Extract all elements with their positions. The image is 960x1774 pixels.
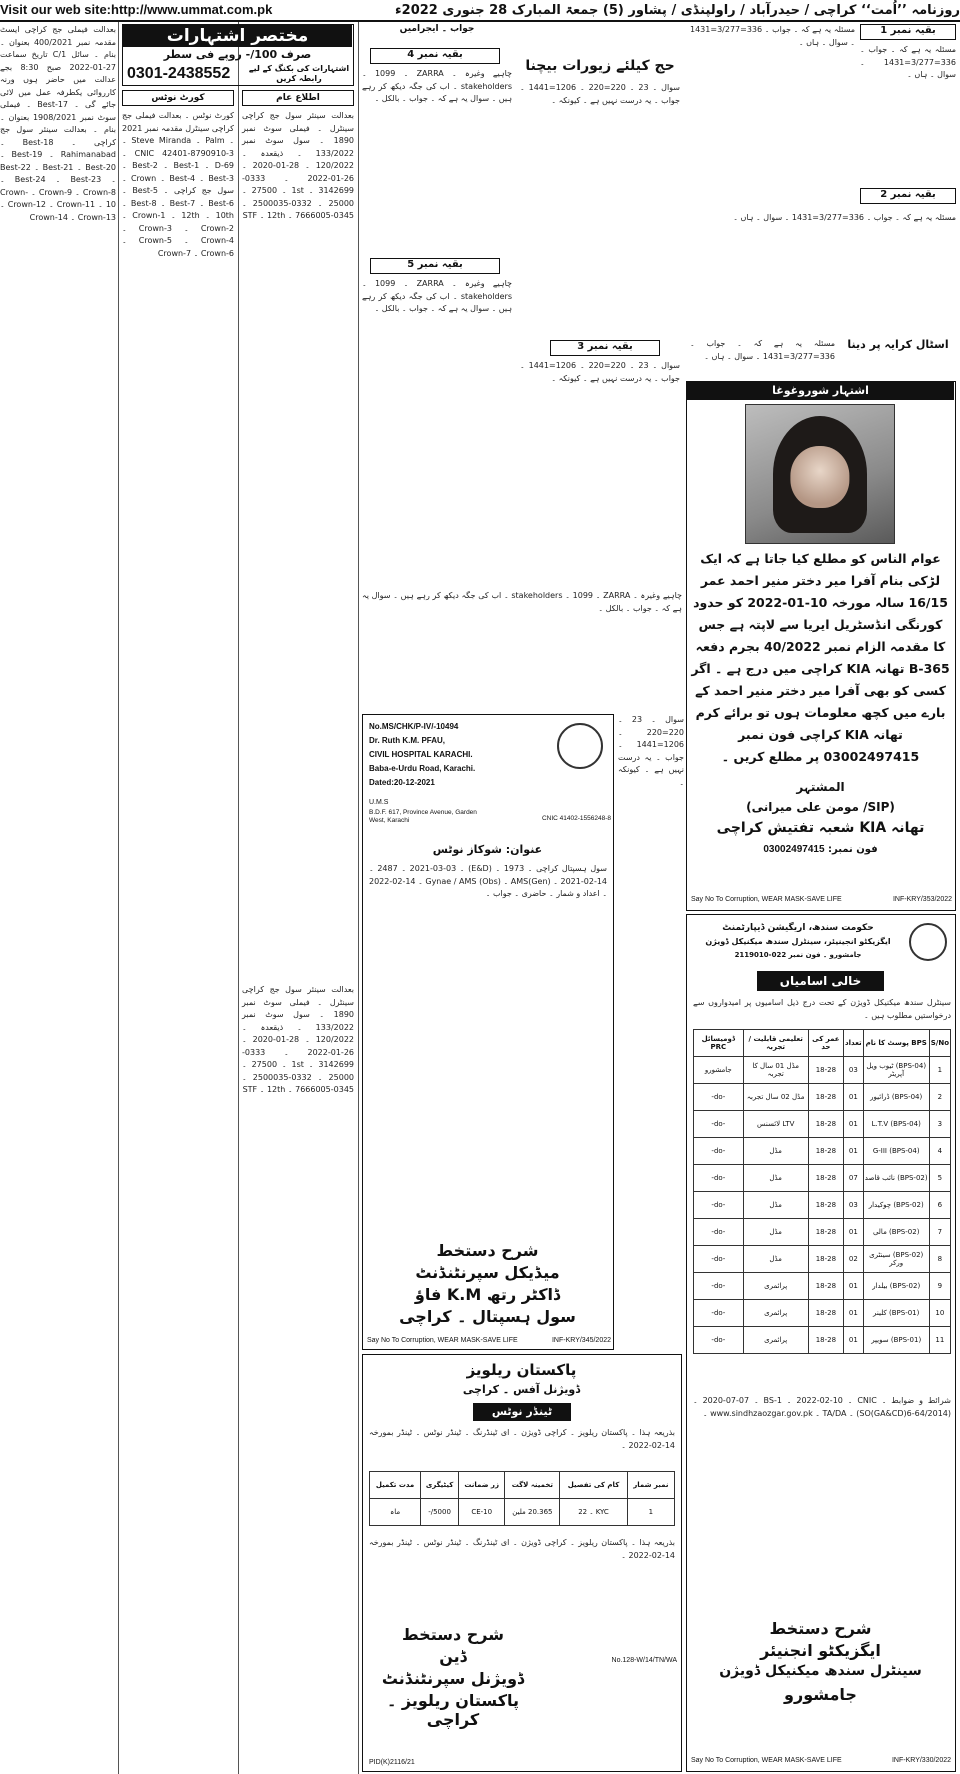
sindh-seal-icon <box>909 923 947 961</box>
table-row <box>694 1111 951 1138</box>
table-row <box>694 1300 951 1327</box>
vacancy-cell: 18-28 <box>808 1192 843 1219</box>
answer-text-3: سوال ۔ 23 ۔ 220=220 ۔ 1206=1441 ۔ جواب ۔ یہ درست نہیں ہے ۔ کیونکہ ۔ <box>520 361 681 383</box>
court-notice-tag <box>122 90 234 106</box>
vacancy-cell: (BPS-02) سینٹری ورکر <box>863 1246 929 1273</box>
vacancy-cell: -do- <box>694 1273 744 1300</box>
wanted-footer-right: INF-KRY/353/2022 <box>892 896 952 903</box>
hospital-name: Dr. Ruth K.M. PFAU, <box>369 736 445 745</box>
vacancy-cell: مڈل 01 سال کا تجربہ <box>743 1057 808 1084</box>
vacancy-cell: 11 <box>929 1327 950 1354</box>
vacancy-cell: 9 <box>929 1273 950 1300</box>
vacancy-cell: (BPS-02) نائب قاصد <box>863 1165 929 1192</box>
hospital-body: سول ہسپتال کراچی ۔ 1973 ۔ (E&D) ۔ 03-03-2021 ۔ 2487 ۔ 14-02-2021 ۔ AMS(Gen) ۔ Gynae / AMS (Obs) ۔ 14-02-2022 ۔ اعداد و شمار ۔ حاضری ۔ جواب ۔ <box>369 864 608 898</box>
vacancy-cell: (BPS-02) بیلدار <box>863 1273 929 1300</box>
side-heading-1-box <box>860 24 956 40</box>
vacancy-cell: 18-28 <box>808 1138 843 1165</box>
railways-table-wrap <box>369 1471 675 1531</box>
vacancy-cell: مڈل <box>743 1246 808 1273</box>
hospital-sign-1: شرح دستخط <box>436 1241 539 1260</box>
table-row <box>694 1138 951 1165</box>
signer-phone-line <box>687 844 954 860</box>
vacancy-cell: (BPS-04) ڈرائیور <box>863 1084 929 1111</box>
irrigation-sign-2: ایگزیکٹو انجنیئر <box>760 1641 881 1660</box>
side-text-2: مسئلہ یہ ہے کہ ۔ جواب ۔ 336=3/277=1431 ۔ سوال ۔ ہاں ۔ <box>733 213 956 222</box>
table-row <box>694 1246 951 1273</box>
hospital-addressee: B.D.F. 617, Province Avenue, Garden West, Karachi <box>369 809 477 824</box>
column-divider <box>358 22 359 1774</box>
vacancy-cell: 10 <box>929 1300 950 1327</box>
classifieds-rate: صرف 100/- روپے فی سطر <box>163 48 312 61</box>
public-notice-tag <box>242 90 354 106</box>
public-notice-label: اطلاع عام <box>276 93 320 103</box>
side-text-1: مسئلہ یہ ہے کہ ۔ جواب ۔ 336=3/277=1431 ۔ سوال ۔ ہاں ۔ <box>690 25 855 47</box>
answer-heading-4: بقیہ نمبر 4 <box>407 49 463 60</box>
railways-header: زر ضمانت <box>458 1472 505 1499</box>
table-row <box>694 1165 951 1192</box>
table-row <box>694 1219 951 1246</box>
answer-heading-3: بقیہ نمبر 3 <box>577 341 633 352</box>
table-row <box>694 1327 951 1354</box>
irrigation-sign-4: جامشورو <box>784 1685 857 1704</box>
vacancy-cell: -do- <box>694 1246 744 1273</box>
vacancy-header: ڈومیسائل PRC <box>694 1030 744 1057</box>
table-row <box>370 1499 675 1526</box>
table-row <box>694 1273 951 1300</box>
railways-cell: KYC ۔ 22 <box>560 1499 627 1526</box>
signer-name: (SIP/ مومن علی میرانی) <box>746 800 895 814</box>
railways-office: ڈویژنل آفس ۔ کراچی <box>462 1383 581 1396</box>
irrigation-contact: جامشورو ۔ فون نمبر 022-2119010 <box>734 951 862 959</box>
vacancy-cell: 03 <box>844 1192 864 1219</box>
masthead-rule <box>0 20 960 22</box>
railways-cell: 20.365 ملین <box>505 1499 560 1526</box>
railways-cell: CE-10 <box>458 1499 505 1526</box>
vacancy-cell: 6 <box>929 1192 950 1219</box>
signer-phone: 03002497415 <box>763 844 825 855</box>
vacancy-cell: 4 <box>929 1138 950 1165</box>
continued-text: چاہیے وغیرہ ۔ ZARRA ۔ 1099 ۔ stakeholders ۔ اب کی جگہ دیکھ کر رہے ہیں ۔ سوال یہ ہے کہ ۔ جواب ۔ بالکل ۔ <box>362 591 682 613</box>
hospital-footer-right: INF-KRY/345/2022 <box>551 1337 611 1344</box>
railways-tender-label: ٹینڈر نوٹس <box>473 1403 571 1421</box>
vacancy-cell: -do- <box>694 1300 744 1327</box>
vacancy-cell: (BPS-01) سویپر <box>863 1327 929 1354</box>
classifieds-phone: 0301-2438552 <box>127 65 231 82</box>
answer-text-4: چاہیے وغیرہ ۔ ZARRA ۔ 1099 ۔ stakeholders ۔ اب کی جگہ دیکھ کر رہے ہیں ۔ سوال یہ ہے کہ ۔ جواب ۔ بالکل ۔ <box>362 69 513 103</box>
railways-sign-1: شرح دستخط <box>402 1625 504 1644</box>
vacancy-cell: مڈل <box>743 1219 808 1246</box>
answer-heading-5-box <box>370 258 500 274</box>
railways-body-2: بذریعہ ہذا ۔ پاکستان ریلویز ۔ کراچی ڈویژن ۔ ای ٹینڈرنگ ۔ ٹینڈر نوٹس ۔ ٹینڈر بمورخہ 14-02-2022 ۔ <box>369 1538 675 1560</box>
irrigation-sign-3: سینٹرل سندھ میکنیکل ڈویژن <box>719 1663 922 1679</box>
railways-sign-3: ڈویژنل سپرنٹنڈنٹ <box>381 1669 525 1688</box>
website-link[interactable]: Visit our web site:http://www.ummat.com.pk <box>0 2 273 17</box>
vacancy-cell: 18-28 <box>808 1246 843 1273</box>
vacancy-header: عمر کی حد <box>808 1030 843 1057</box>
classifieds-booking: اشتہارات کی بکنگ کے لیے رابطہ کریں <box>248 64 350 83</box>
vacancy-cell: 18-28 <box>808 1084 843 1111</box>
vacancy-cell: 18-28 <box>808 1057 843 1084</box>
classifieds-title: مختصر اشتہارات <box>123 25 352 47</box>
vacancy-cell: 7 <box>929 1219 950 1246</box>
vacancy-table-wrap <box>693 1029 951 1389</box>
irrigation-footer-left: Say No To Corruption, WEAR MASK-SAVE LIFE <box>691 1757 842 1764</box>
vacancy-cell: پرائمری <box>743 1300 808 1327</box>
railways-sign-4: پاکستان ریلویز ۔ کراچی <box>386 1691 520 1729</box>
vacancy-header: S/No <box>929 1030 950 1057</box>
vacancy-cell: -do- <box>694 1138 744 1165</box>
railways-header: تخمینہ لاگت <box>505 1472 560 1499</box>
vacancy-cell: 03 <box>844 1057 864 1084</box>
vacancy-cell: -do- <box>694 1192 744 1219</box>
railways-cell: ماہ <box>370 1499 421 1526</box>
irrigation-sign-1: شرح دستخط <box>769 1619 872 1638</box>
vacancy-cell: 07 <box>844 1165 864 1192</box>
railways-cell: 5000/- <box>421 1499 459 1526</box>
court-notices-column-2: کورٹ نوٹس ۔ بعدالت فیملی جج کراچی سینٹرل مقدمہ نمبر 2021 ۔ Palm ۔ Steve Miranda ۔ CNIC 42401-8790910-3 ۔ D-69 ۔ Best-1 ۔ Best-2 ۔ Best-3 ۔ Best-4 ۔ Crown ۔ سول جج کراچی ۔ Best-5 ۔ Best-6 ۔ Best-7 ۔ Best-8 ۔ 10th ۔ 12th ۔ Crown-1 ۔ Crown-2 ۔ Crown-3 ۔ Crown-4 ۔ Crown-5 ۔ Crown-6 ۔ Crown-7 <box>122 111 235 258</box>
hospital-address: Baba-e-Urdu Road, Karachi. <box>369 764 476 773</box>
railways-org: پاکستان ریلویز <box>466 1361 577 1379</box>
hospital-dated: Dated:20-12-2021 <box>369 778 435 787</box>
hospital-notice <box>362 714 614 1350</box>
missing-person-photo <box>745 404 895 544</box>
hospital-ref: No.MS/CHK/P-IV/-10494 <box>369 722 459 731</box>
rent-text: مسئلہ یہ ہے کہ ۔ جواب ۔ 336=3/277=1431 ۔ سوال ۔ ہاں ۔ <box>690 339 835 361</box>
side-heading-1: بقیہ نمبر 1 <box>880 25 936 36</box>
irrigation-gov: حکومت سندھ، اریگیشن ڈیپارٹمنٹ <box>722 923 874 933</box>
hospital-hospital: CIVIL HOSPITAL KARACHI. <box>369 750 473 759</box>
vacancy-cell: 01 <box>844 1327 864 1354</box>
answer-heading-4-box <box>370 48 500 64</box>
court-notices-column-3-lower: بعدالت سینئر سول جج کراچی سینٹرل ۔ فیملی سوٹ نمبر 1890 ۔ سول سوٹ نمبر 133/2022 ۔ ذیقعدہ ۔ 120/2022 ۔ 28-01-2020 ۔ 26-01-2022 ۔ 0333-3142699 ۔ 1st ۔ 27500 ۔ 25000 ۔ 0332-2500035 ۔ 0345-7666005 ۔ 12th ۔ STF <box>242 985 355 1094</box>
vacancy-cell: 01 <box>844 1084 864 1111</box>
vacancy-cell: 18-28 <box>808 1219 843 1246</box>
railways-body: بذریعہ ہذا ۔ پاکستان ریلویز ۔ کراچی ڈویژن ۔ ای ٹینڈرنگ ۔ ٹینڈر نوٹس ۔ ٹینڈر بمورخہ 14-02-2022 ۔ <box>369 1428 675 1450</box>
hajj-text: سوال ۔ 23 ۔ 220=220 ۔ 1206=1441 ۔ جواب ۔ یہ درست نہیں ہے ۔ کیونکہ ۔ <box>520 83 681 105</box>
railways-header: کام کی تفصیل <box>560 1472 627 1499</box>
hospital-ums: U.M.S <box>369 799 389 806</box>
vacancy-table <box>693 1029 951 1354</box>
vacancy-cell: 01 <box>844 1219 864 1246</box>
question-title: جواب ۔ ایجرامیں <box>399 24 475 34</box>
vacancy-cell: 18-28 <box>808 1273 843 1300</box>
vacancy-label: خالی اسامیاں <box>757 971 884 991</box>
continued-text-column: سوال ۔ 23 ۔ 220=220 ۔ 1206=1441 ۔ جواب ۔ یہ درست نہیں ہے ۔ کیونکہ ۔ <box>618 715 684 787</box>
answer-heading-3-box <box>550 340 660 356</box>
vacancy-cell: 02 <box>844 1246 864 1273</box>
railways-header: مدت تکمیل <box>370 1472 421 1499</box>
answer-text-5: چاہیے وغیرہ ۔ ZARRA ۔ 1099 ۔ stakeholders ۔ اب کی جگہ دیکھ کر رہے ہیں ۔ سوال یہ ہے کہ ۔ جواب ۔ بالکل ۔ <box>362 279 513 313</box>
vacancy-cell: 01 <box>844 1273 864 1300</box>
vacancy-cell: مڈل <box>743 1165 808 1192</box>
dateline: روزنامہ ’’اُمت‘‘ کراچی / حیدرآباد / راولپنڈی / پشاور (5) جمعۃ المبارک 28 جنوری 2022ء <box>395 3 960 18</box>
court-notices-column-1: بعدالت فیملی جج کراچی ایسٹ مقدمہ نمبر 400/2021 بعنوان ۔ بنام ۔ سائل 1/C تاریخ سماعت 27-01-2022 صبح 8:30 بجے عدالت میں حاضر ہوں ورنہ کارروائی یکطرفہ عمل میں لائی جائے گی ۔ Best-17 ۔ فیملی سوٹ نمبر 1908/2021 بعنوان ۔ بنام ۔ بعدالت سینئر سول جج کراچی ۔ Best-18 ۔ Rahimanabad ۔ Best-19 ۔ Best-20 ۔ Best-21 ۔ Best-22 ۔ Best-23 ۔ Best-24 ۔ Crown-8 ۔ Crown-9 ۔ Crown-10 ۔ Crown-11 ۔ Crown-12 ۔ Crown-13 ۔ Crown-14 <box>0 25 117 222</box>
vacancy-cell: (BPS-02) مالی <box>863 1219 929 1246</box>
vacancy-cell: LTV لائسنس <box>743 1111 808 1138</box>
vacancy-cell: 18-28 <box>808 1327 843 1354</box>
vacancy-cell: -do- <box>694 1327 744 1354</box>
vacancy-cell: 1 <box>929 1057 950 1084</box>
vacancy-cell: 5 <box>929 1165 950 1192</box>
hospital-sign-3: ڈاکٹر رتھ K.M فاؤ <box>414 1285 561 1304</box>
table-row <box>694 1084 951 1111</box>
railways-header: کیٹیگری <box>421 1472 459 1499</box>
vacancy-header: تعلیمی قابلیت / تجربہ <box>743 1030 808 1057</box>
vacancy-cell: 18-28 <box>808 1300 843 1327</box>
hospital-sign-4: سول ہسپتال ۔ کراچی <box>399 1307 576 1326</box>
wanted-footer-left: Say No To Corruption, WEAR MASK-SAVE LIFE <box>691 896 842 903</box>
missing-person-notice <box>686 381 956 911</box>
hospital-cnic: CNIC 41402-1556248-8 <box>541 815 611 822</box>
hospital-sign-2: میڈیکل سپرنٹنڈنٹ <box>415 1263 560 1282</box>
hajj-heading: حج کیلئے زیورات بیچنا <box>525 58 675 74</box>
railways-table <box>369 1471 675 1526</box>
vacancy-cell: (BPS-04) ٹیوب ویل آپریٹر <box>863 1057 929 1084</box>
side-text-1b: مسئلہ یہ ہے کہ ۔ جواب ۔ 336=3/277=1431 ۔ سوال ۔ ہاں ۔ <box>860 45 956 79</box>
missing-body: عوام الناس کو مطلع کیا جاتا ہے کہ ایک لڑکی بنام آفرا میر دختر منیر احمد عمر 16/15 سالہ مورخہ 10-01-2022 کو حدود کورنگی انڈسٹریل ایریا سے لاپتہ ہے جس کا مقدمہ الزام نمبر 40/2022 بجرم دفعہ 365-B تھانہ KIA کراچی میں درج ہے ۔ اگر کسی کو بھی آفرا میر دختر منیر احمد کے بارے میں کچھ معلومات ہوں تو برائے کرم تھانہ KIA کراچی فون نمبر 03002497415 پر مطلع کریں ۔ <box>691 551 950 764</box>
vacancy-cell: 01 <box>844 1138 864 1165</box>
vacancy-cell: 8 <box>929 1246 950 1273</box>
court-notice-label: کورٹ نوٹس <box>151 93 205 103</box>
vacancy-cell: (BPS-04) L.T.V <box>863 1111 929 1138</box>
column-divider <box>238 22 239 1774</box>
irrigation-office: ایگزیکٹو انجینیئر، سینٹرل سندھ میکنیکل ڈویژن <box>705 937 891 946</box>
vacancy-cell: پرائمری <box>743 1273 808 1300</box>
court-notices-column-3: بعدالت سینئر سول جج کراچی سینٹرل ۔ فیملی سوٹ نمبر 1890 ۔ سول سوٹ نمبر 133/2022 ۔ ذیقعدہ ۔ 120/2022 ۔ 28-01-2020 ۔ 26-01-2022 ۔ 0333-3142699 ۔ 1st ۔ 27500 ۔ 25000 ۔ 0332-2500035 ۔ 0345-7666005 ۔ 12th ۔ STF <box>242 111 355 220</box>
vacancy-cell: 18-28 <box>808 1165 843 1192</box>
irrigation-vacancy-notice <box>686 914 956 1772</box>
vacancy-cell: 3 <box>929 1111 950 1138</box>
side-heading-2: بقیہ نمبر 2 <box>880 189 936 200</box>
railways-cell: 1 <box>627 1499 674 1526</box>
vacancy-cell: 01 <box>844 1300 864 1327</box>
vacancy-cell: (BPS-01) کلینر <box>863 1300 929 1327</box>
vacancy-cell: (BPS-02) چوکیدار <box>863 1192 929 1219</box>
table-row <box>694 1192 951 1219</box>
classifieds-header <box>122 24 354 86</box>
column-divider <box>118 22 119 1774</box>
signer-phone-label: فون نمبر: <box>828 844 878 855</box>
vacancy-cell: -do- <box>694 1219 744 1246</box>
vacancy-cell: مڈل 02 سال تجربہ <box>743 1084 808 1111</box>
missing-banner: اشتہار شوروغوغا <box>687 382 954 400</box>
vacancy-cell: -do- <box>694 1084 744 1111</box>
vacancy-cell: 2 <box>929 1084 950 1111</box>
vacancy-header: BPS پوسٹ کا نام <box>863 1030 929 1057</box>
vacancy-cell: مڈل <box>743 1192 808 1219</box>
hospital-footer-left: Say No To Corruption, WEAR MASK-SAVE LIFE <box>367 1337 518 1344</box>
irrigation-footer-right: INF-KRY/330/2022 <box>891 1757 951 1764</box>
vacancy-header: تعداد <box>844 1030 864 1057</box>
vacancy-cell: 18-28 <box>808 1111 843 1138</box>
vacancy-cell: 01 <box>844 1111 864 1138</box>
hospital-subject: عنوان: شوکاز نوٹس <box>432 843 543 856</box>
irrigation-intro: سینٹرل سندھ میکنیکل ڈویژن کے تحت درج ذیل اسامیوں پر امیدواروں سے درخواستیں مطلوب ہیں ۔ <box>693 998 951 1020</box>
railways-tender-notice <box>362 1354 682 1772</box>
railways-sign-2: ڈین <box>439 1647 467 1666</box>
table-row <box>694 1057 951 1084</box>
side-heading-2-box <box>860 188 956 204</box>
signer-title: المشتہر <box>796 780 845 794</box>
vacancy-cell: -do- <box>694 1165 744 1192</box>
vacancy-cell: (BPS-04) G-III <box>863 1138 929 1165</box>
vacancy-cell: مڈل <box>743 1138 808 1165</box>
vacancy-cell: جامشورو <box>694 1057 744 1084</box>
rent-heading: اسٹال کرایہ پر دینا <box>847 338 949 351</box>
railways-header: نمبر شمار <box>627 1472 674 1499</box>
vacancy-cell: پرائمری <box>743 1327 808 1354</box>
answer-heading-5: بقیہ نمبر 5 <box>407 259 463 270</box>
vacancy-cell: -do- <box>694 1111 744 1138</box>
irrigation-conditions: شرائط و ضوابط ۔ CNIC ۔ 10-02-2022 ۔ BS-1 ۔ 07-07-2020 ۔ (SO(GA&CD)6-64/2014) ۔ TA/DA ۔ www.sindhzaozgar.gov.pk ۔ <box>693 1396 951 1418</box>
police-station: تھانہ KIA شعبہ تفتیش کراچی <box>716 820 925 836</box>
railways-pid: PID(K)2116/21 <box>369 1759 415 1766</box>
hospital-seal-icon <box>557 723 603 769</box>
railways-ref: No.128-W/14/TN/WA <box>611 1657 677 1664</box>
